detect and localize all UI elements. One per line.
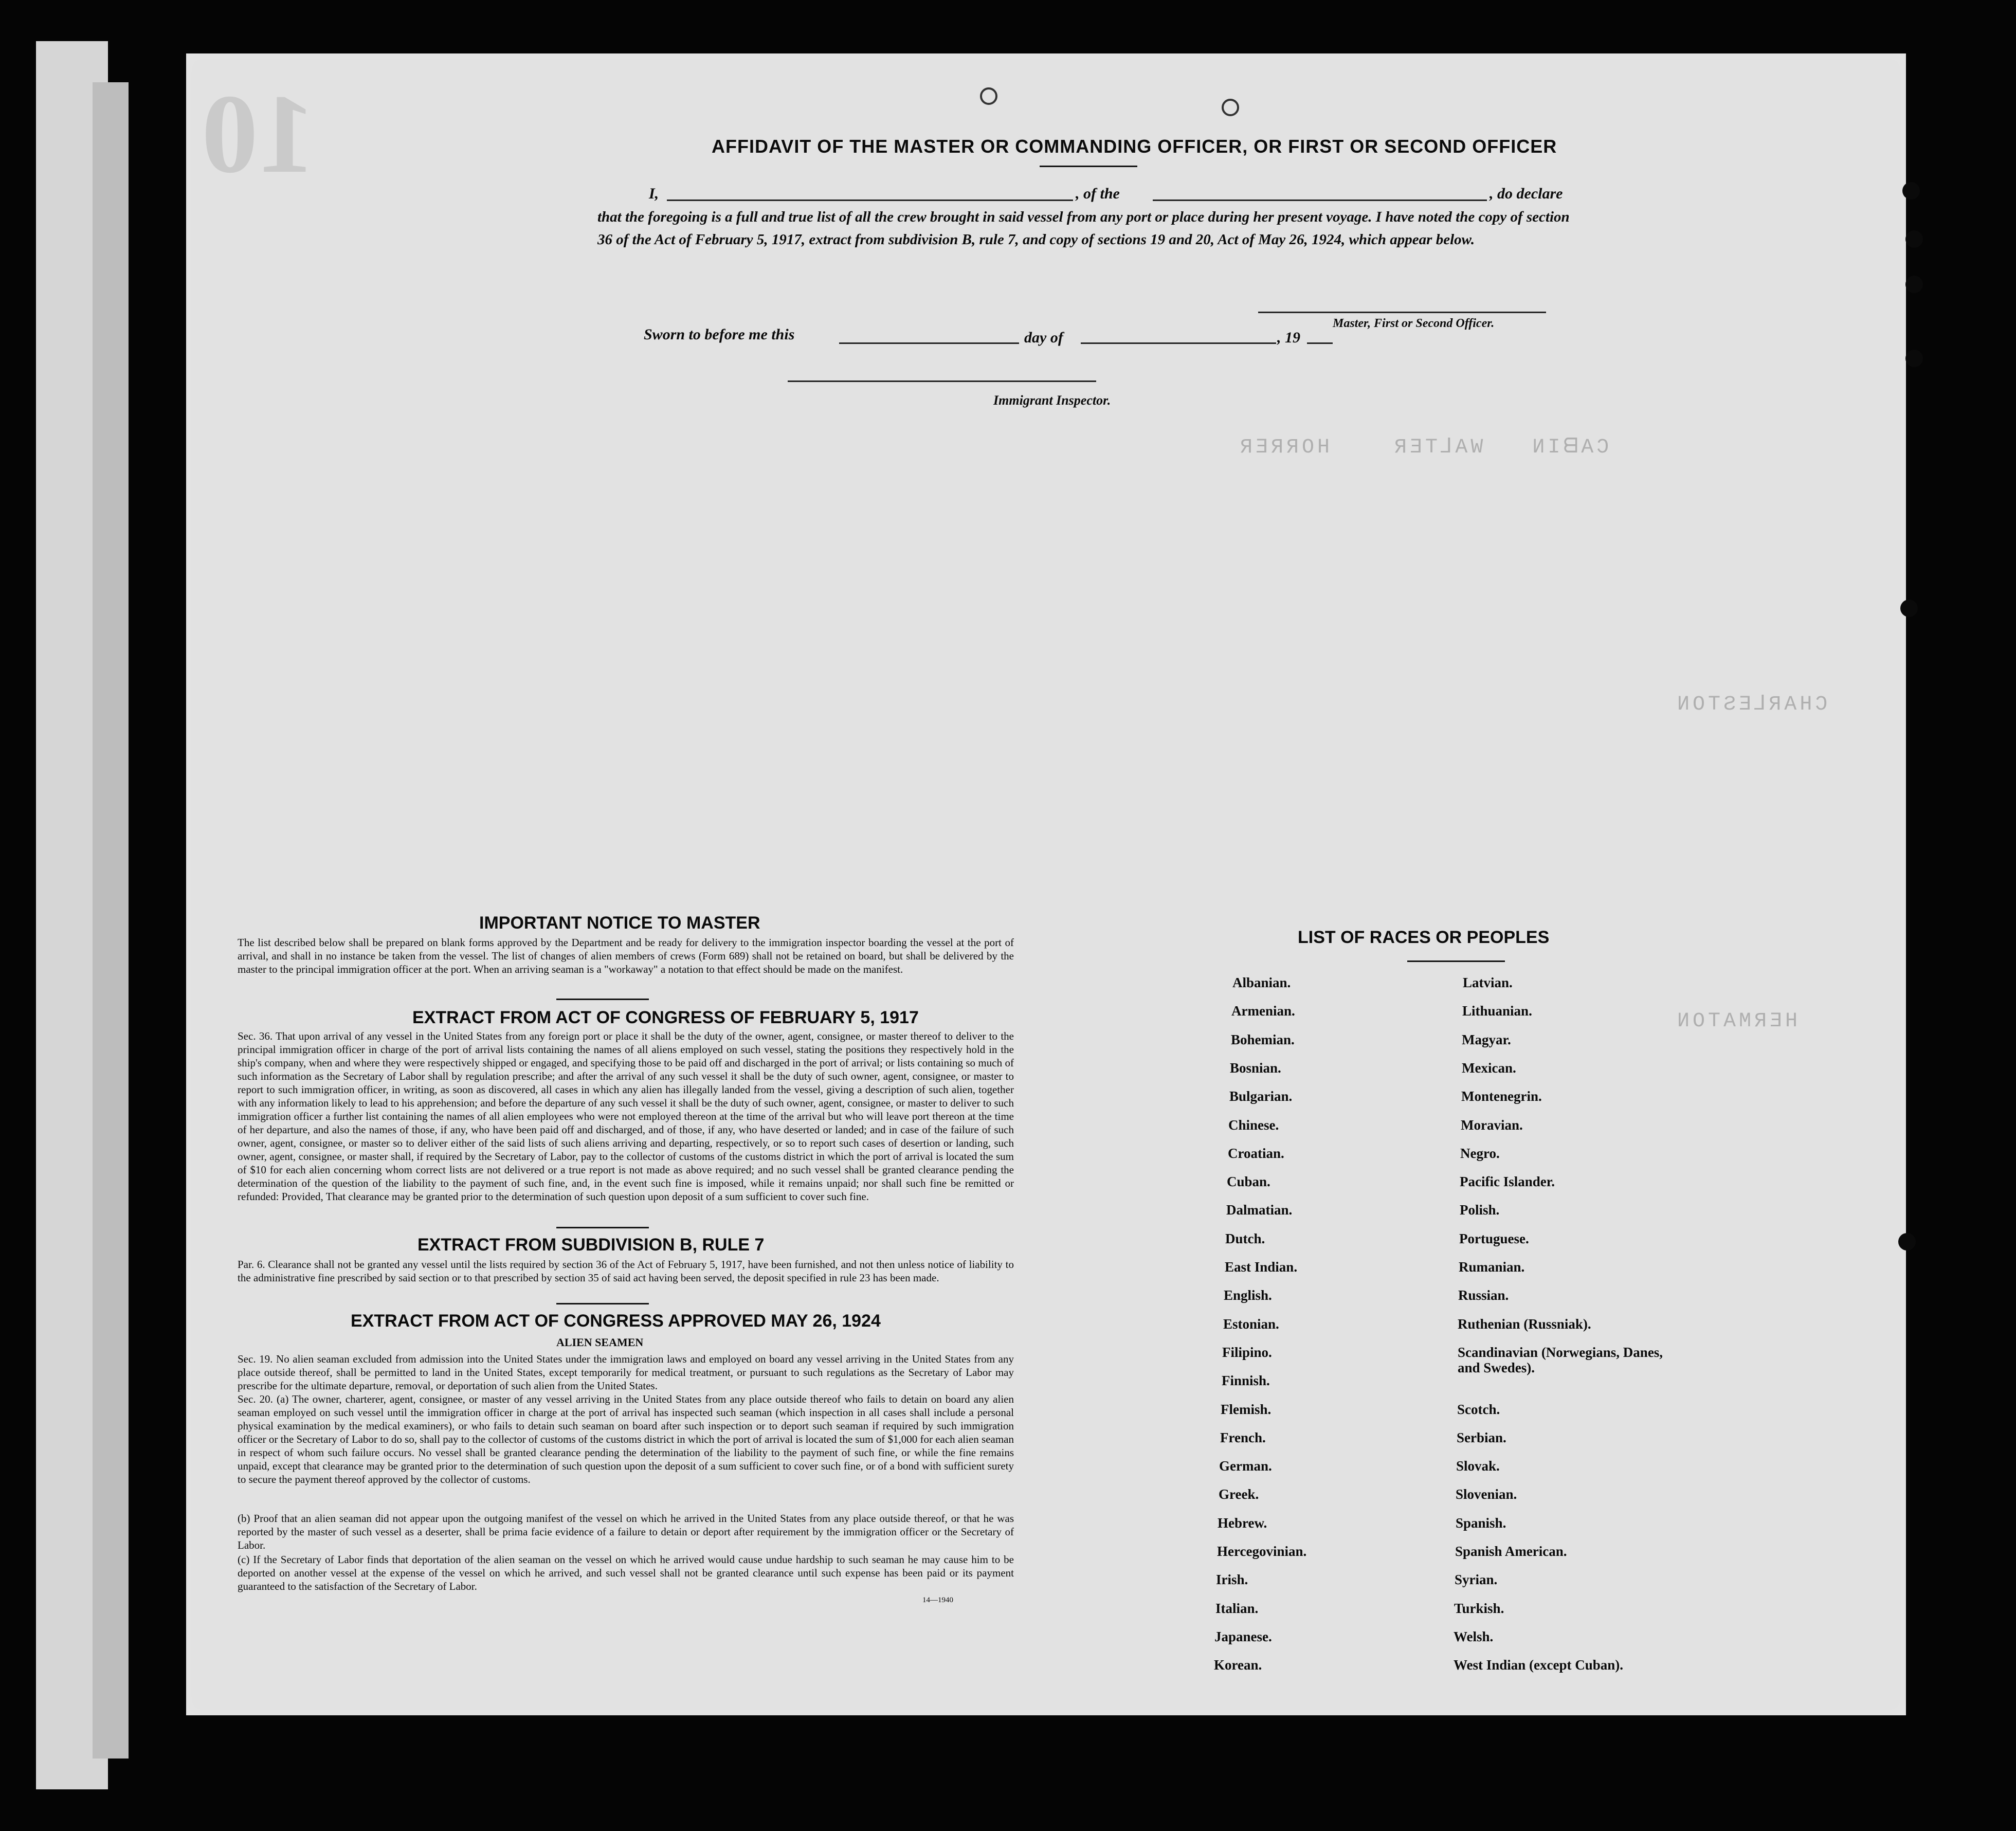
race-item: Albanian.: [1232, 975, 1291, 990]
notice-title: IMPORTANT NOTICE TO MASTER: [479, 913, 760, 933]
race-item: Mexican.: [1462, 1060, 1516, 1076]
race-item: Korean.: [1214, 1657, 1262, 1673]
race-item: Dalmatian.: [1226, 1202, 1293, 1218]
race-item: Scandinavian (Norwegians, Danes, and Swedes).: [1458, 1345, 1663, 1375]
race-item: Russian.: [1458, 1288, 1509, 1303]
race-item: Finnish.: [1222, 1373, 1270, 1388]
race-item: Bohemian.: [1231, 1032, 1295, 1047]
sworn-label: Sworn to before me this: [644, 326, 795, 343]
day-of-label: day of: [1024, 329, 1063, 346]
race-item: Pacific Islander.: [1460, 1174, 1555, 1189]
race-item: Ruthenian (Russniak).: [1458, 1316, 1591, 1332]
race-item: Moravian.: [1461, 1117, 1523, 1133]
race-item: Slovak.: [1456, 1458, 1500, 1474]
race-item: French.: [1220, 1430, 1266, 1445]
race-item: West Indian (except Cuban).: [1454, 1657, 1624, 1673]
race-item: Magyar.: [1462, 1032, 1511, 1047]
race-item: Portuguese.: [1459, 1231, 1529, 1246]
binder-hole-icon: [1222, 99, 1239, 116]
rule7-text: Par. 6. Clearance shall not be granted any vessel until the lists required by section 36 of the Act of February 5, 1917, have been furnished, and not then unless notice of liability to the administrative fine prescribed by said section or to that prescribed by section 35 of said act having been served, the deposit specified in rule 23 has been made.: [238, 1258, 1014, 1284]
races-title: LIST OF RACES OR PEOPLES: [1298, 928, 1550, 947]
form-number: 14—1940: [922, 1596, 953, 1604]
race-item: Montenegrin.: [1461, 1089, 1542, 1104]
extract-1917-text: Sec. 36. That upon arrival of any vessel in the United States from any foreign port or place it shall be the duty of the owner, agent, consignee, or master thereof to deliver to the principal immigration officer in charge of the port of arrival lists containing the names of all aliens employed on such vessel, stating the positions they respectively hold in the ship's company, when and where they were respectively shipped or engaged, and specifying those to be paid off and discharged in the port of arrival; or lists containing so much of such information as the Secretary of Labor shall by regulation prescribe; and after the arrival of any such vessel it shall be the duty of such owner, agent, consignee, or master to report to such immigration officer, in writing, as soon as discovered, all cases in which any alien has illegally landed from the vessel, giving a description of such alien, together with any information likely to lead to his apprehension; and before the departure of any such vessel it shall be the duty of such owner, agent, consignee, or master to deliver to such immigration officer a further list containing the names of all alien employees who were not employed thereon at the time of the arrival but who will leave port thereon at the time of her departure, and also the names of those, if any, who have been paid off and discharged, and of those, if any, who have deserted or landed; and in case of the failure of such owner, agent, consignee, or master so to deliver either of the said lists of such aliens arriving and departing, respectively, or so to report such cases of desertion or landing, such owner, agent, consignee, or master shall, if required by the Secretary of Labor, pay to the collector of customs of the customs district in which the port of arrival is located the sum of $10 for each alien concerning whom correct lists are not delivered or a true report is not made as above required; and no such vessel shall be granted clearance pending the determination of the question of the liability to the payment of such fine, and, in the event such fine is imposed, while it remains unpaid; nor shall such fine be remitted or refunded: Provided, That clearance may be granted prior to the determination of such question upon deposit of a sum sufficient to cover such fine.: [238, 1030, 1014, 1203]
affiant-label: I,: [649, 185, 659, 202]
binder-hole-icon: [980, 87, 997, 105]
race-item: Croatian.: [1228, 1146, 1284, 1161]
race-item: Italian.: [1215, 1601, 1259, 1616]
title-underline: [1040, 166, 1137, 167]
race-item: Irish.: [1216, 1572, 1248, 1587]
race-item: Flemish.: [1221, 1402, 1272, 1417]
race-item: Negro.: [1460, 1146, 1500, 1161]
race-item: Japanese.: [1214, 1629, 1272, 1644]
race-item: Latvian.: [1463, 975, 1513, 990]
rule7-title: EXTRACT FROM SUBDIVISION B, RULE 7: [417, 1235, 765, 1255]
race-item: Greek.: [1219, 1486, 1259, 1502]
bleed-through-text: ЯƎЯЯОН ЯƎТ⅃ΑW ИIᗺΑƆ: [1240, 436, 1612, 459]
bleed-through-text: ИОТΑМЯƎН: [1677, 1010, 1801, 1033]
notice-text: The list described below shall be prepared on blank forms approved by the Department and be ready for delivery to the immigration inspector boarding the vessel at the port of arrival, and shall in no instance be taken from the vessel. The list of changes of alien members of crews (Form 689) shall not be retained on board, but shall be delivered by the master to the principal immigration officer at the port. When an arriving seaman is a "workaway" a notation to that effect should be made on the manifest.: [238, 936, 1014, 975]
rule7-rule: [556, 1303, 649, 1304]
race-item: Cuban.: [1227, 1174, 1270, 1189]
punch-hole-icon: [1905, 230, 1923, 248]
race-item: Hercegovinian.: [1217, 1544, 1307, 1559]
master-signature-field[interactable]: [1258, 312, 1546, 313]
declare-label: , do declare: [1490, 185, 1563, 202]
race-item: Slovenian.: [1456, 1486, 1517, 1502]
sec20b-text: (b) Proof that an alien seaman did not appear upon the outgoing manifest of the vessel on which he arrived in the United States from any place outside thereof, or that he was reported by the master of such vessel as a deserter, shall be prima facie evidence of a failure to detain or deport after requirement by the immigration officer or the Secretary of Labor.: [238, 1512, 1014, 1551]
race-item: East Indian.: [1225, 1259, 1298, 1275]
punch-hole-icon: [1905, 276, 1923, 293]
extract-1917-rule: [556, 1227, 649, 1228]
race-item: Serbian.: [1457, 1430, 1506, 1445]
affidavit-body: that the foregoing is a full and true list of all the crew brought in said vessel from any port or place during her present voyage. I have noted the copy of section 36 of the Act of February 5, 1917, extract from subdivision B, rule 7, and copy of sections 19 and 20, Act of May 26, 1924, which appear below.: [597, 209, 1570, 248]
race-item: Rumanian.: [1459, 1259, 1525, 1275]
sec20c-text: (c) If the Secretary of Labor finds that deportation of the alien seaman on the vessel on which he arrived would cause undue hardship to such seaman he may cause him to be deported on another vessel at the expense of the vessel on which he arrived, and such vessel shall not be granted clearance until such expense has been paid or its payment guaranteed to the satisfaction of the Secretary of Labor.: [238, 1553, 1014, 1592]
race-item: Estonian.: [1223, 1316, 1279, 1332]
document-sheet: [186, 53, 1906, 1715]
sworn-year-field[interactable]: [1307, 342, 1333, 344]
of-the-label: , of the: [1076, 185, 1120, 202]
race-item: Lithuanian.: [1462, 1003, 1532, 1019]
race-item: Welsh.: [1454, 1629, 1494, 1644]
bleed-through-number: 10: [202, 71, 315, 196]
year-label: , 19: [1277, 329, 1300, 346]
race-item: Turkish.: [1454, 1601, 1504, 1616]
race-item: Dutch.: [1225, 1231, 1265, 1246]
race-item: English.: [1224, 1288, 1272, 1303]
bleed-through-text: ИОТƧƎ⅃ЯΑНƆ: [1677, 693, 1831, 716]
vessel-name-field[interactable]: [1153, 200, 1487, 201]
race-item: Spanish American.: [1455, 1544, 1567, 1559]
punch-hole-icon: [1898, 1233, 1916, 1250]
affidavit-title: AFFIDAVIT OF THE MASTER OR COMMANDING OFFICER, OR FIRST OR SECOND OFFICER: [712, 136, 1557, 157]
race-item: Hebrew.: [1218, 1515, 1267, 1531]
sworn-month-field[interactable]: [1081, 342, 1276, 344]
punch-hole-icon: [1902, 182, 1920, 200]
master-signature-label: Master, First or Second Officer.: [1333, 317, 1495, 330]
race-item: Armenian.: [1231, 1003, 1295, 1019]
race-item: Bulgarian.: [1229, 1089, 1293, 1104]
inspector-signature-field[interactable]: [788, 380, 1096, 382]
punch-hole-icon: [1905, 350, 1923, 367]
race-item: Syrian.: [1455, 1572, 1498, 1587]
race-item: Chinese.: [1228, 1117, 1279, 1133]
races-title-underline: [1407, 960, 1505, 962]
punch-hole-icon: [1900, 600, 1918, 617]
race-item: German.: [1219, 1458, 1272, 1474]
sworn-day-field[interactable]: [839, 342, 1019, 344]
notice-rule: [556, 999, 649, 1000]
race-item: Scotch.: [1457, 1402, 1500, 1417]
race-item: Filipino.: [1222, 1345, 1272, 1360]
alien-seamen-subtitle: ALIEN SEAMEN: [556, 1336, 644, 1349]
extract-1917-title: EXTRACT FROM ACT OF CONGRESS OF FEBRUARY 5, 1917: [412, 1008, 919, 1027]
race-item: Bosnian.: [1230, 1060, 1281, 1076]
extract-1924-title: EXTRACT FROM ACT OF CONGRESS APPROVED MAY 26, 1924: [351, 1311, 881, 1331]
adjacent-page-edge: [93, 82, 129, 1759]
sec20a-text: Sec. 20. (a) The owner, charterer, agent, consignee, or master of any vessel arriving in the United States from any place outside thereof who fails to detain on board any alien seaman employed on such vessel until the immigration officer in charge at the port of arrival has inspected such seaman (which inspection in all cases shall include a personal physical examination by the medical examiners), or who fails to detain such seaman on board after such inspection or to deport such seaman if required by such immigration officer or the Secretary of Labor to do so, shall pay to the collector of customs of the customs district in which the port of arrival is located the sum of $1,000 for each alien seaman in respect of whom such failure occurs. No vessel shall be granted clearance pending the determination of the liability to the payment of such fine, or while the fine remains unpaid, except that clearance may be granted prior to the determination of such question upon the deposit of a sum sufficient to cover such fine, or of a bond with sufficient surety to secure the payment thereof approved by the collector of customs.: [238, 1393, 1014, 1485]
race-item: Spanish.: [1456, 1515, 1506, 1531]
inspector-label: Immigrant Inspector.: [993, 393, 1111, 408]
race-item: Polish.: [1460, 1202, 1500, 1218]
affiant-name-field[interactable]: [667, 200, 1073, 201]
sec19-text: Sec. 19. No alien seaman excluded from admission into the United States under the immigration laws and employed on board any vessel arriving in the United States from any place outside thereof, shall be permitted to land in the United States, except temporarily for medical treatment, or pursuant to such regulations as the Secretary of Labor may prescribe for the ultimate departure, removal, or deportation of such alien from the United States.: [238, 1353, 1014, 1392]
